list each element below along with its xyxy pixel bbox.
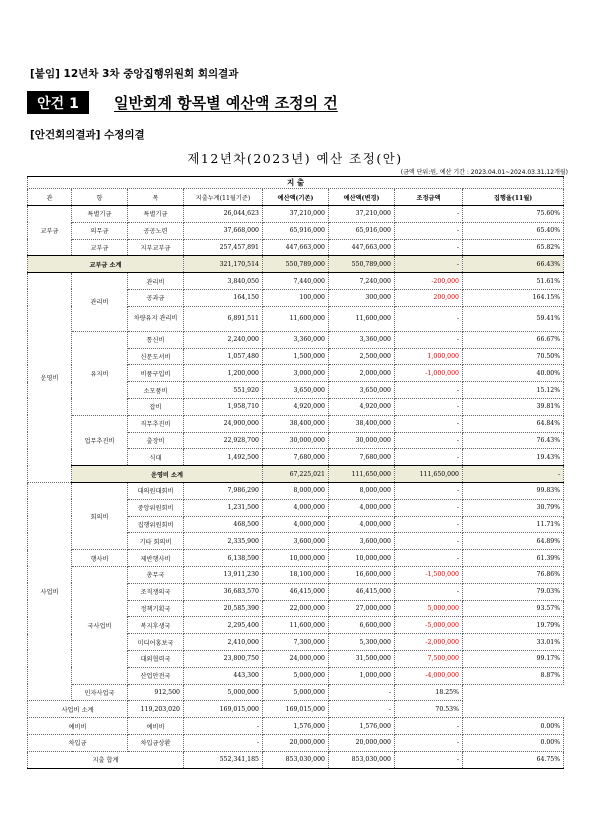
rate-cell: 30.79%	[463, 499, 564, 516]
rate-cell: 76.86%	[463, 566, 564, 583]
orig-cell: 3,000,000	[263, 365, 329, 382]
table-row	[28, 222, 564, 239]
orig-cell: 4,000,000	[263, 499, 329, 516]
adj-cell: -	[329, 684, 395, 701]
adj-cell: -	[395, 432, 463, 449]
rate-cell: 65.40%	[463, 222, 564, 239]
orig-cell: 46,415,000	[263, 583, 329, 600]
spent-cell: 67,225,021	[263, 466, 329, 483]
orig-cell: 447,663,000	[263, 239, 329, 256]
section-header-row	[28, 177, 564, 189]
spent-cell: 36,683,570	[184, 583, 263, 600]
rate-cell: 40.00%	[463, 365, 564, 382]
changed-cell: 4,920,000	[329, 398, 395, 415]
orig-cell: 10,000,000	[263, 550, 329, 567]
spent-cell: 1,958,710	[184, 398, 263, 415]
rate-cell: 64.84%	[463, 415, 564, 432]
spent-cell: 26,044,623	[184, 206, 263, 223]
changed-cell: 6,600,000	[329, 617, 395, 634]
mok-cell: 미디어홍보국	[128, 634, 184, 651]
group-label: 사업비	[28, 482, 72, 700]
orig-cell: 111,650,000	[329, 466, 395, 483]
changed-cell: 37,210,000	[329, 206, 395, 223]
spent-cell: 7,986,290	[184, 482, 263, 499]
subgroup-label: 회의비	[72, 482, 128, 549]
spent-cell: 1,492,500	[184, 449, 263, 466]
changed-cell: 5,300,000	[329, 634, 395, 651]
changed-cell: 2,000,000	[329, 365, 395, 382]
orig-cell: 8,000,000	[263, 482, 329, 499]
spent-cell: 24,900,000	[184, 415, 263, 432]
orig-cell: 5,000,000	[184, 684, 263, 701]
table-row	[28, 734, 564, 751]
subtotal-row	[28, 256, 564, 273]
mok-cell: 관리비	[128, 273, 184, 290]
mok-cell: 산업안전국	[128, 667, 184, 684]
mok-cell: 복지후생국	[128, 617, 184, 634]
adj-cell: -	[395, 206, 463, 223]
orig-cell: 11,600,000	[263, 306, 329, 331]
mok-cell: 공공노련	[128, 222, 184, 239]
changed-cell: 31,500,000	[329, 650, 395, 667]
orig-cell: 4,920,000	[263, 398, 329, 415]
rate-cell: 99.83%	[463, 482, 564, 499]
hang-cell: 특별기금	[72, 206, 128, 223]
group-label: 예비비	[28, 718, 128, 735]
mok-cell: 총무국	[128, 566, 184, 583]
table-row	[28, 684, 564, 701]
rate-cell: 66.43%	[463, 256, 564, 273]
budget-table	[27, 176, 564, 769]
adj-cell: -	[395, 239, 463, 256]
subgroup-label: 행사비	[72, 550, 128, 567]
orig-cell: 38,400,000	[263, 415, 329, 432]
changed-cell: 65,916,000	[329, 222, 395, 239]
changed-cell: 447,663,000	[329, 239, 395, 256]
changed-cell: 3,650,000	[329, 382, 395, 399]
changed-cell: 1,576,000	[329, 718, 395, 735]
unit-note: (금액 단위:원, 예산 기간 : 2023.04.01~2024.03.31,12개월)	[400, 169, 568, 176]
spent-cell: 2,335,900	[184, 533, 263, 550]
adj-cell: -	[395, 256, 463, 273]
spent-cell: 1,200,000	[184, 365, 263, 382]
orig-cell: 100,000	[263, 289, 329, 306]
mok-cell: 중앙위원회비	[128, 499, 184, 516]
spent-cell: 552,341,185	[184, 751, 263, 768]
mok-cell: 차량유지 관리비	[128, 306, 184, 331]
spent-cell: 119,203,020	[128, 701, 184, 718]
rate-cell: 164.15%	[463, 289, 564, 306]
orig-cell: 18,100,000	[263, 566, 329, 583]
rate-cell: 64.75%	[463, 751, 564, 768]
spent-cell: 37,668,000	[184, 222, 263, 239]
mok-cell: 지부교부금	[128, 239, 184, 256]
mok-cell: 잡비	[128, 398, 184, 415]
mok-cell: 비품구입비	[128, 365, 184, 382]
meeting-result: [안건회의결과] 수정의결	[30, 129, 145, 141]
adj-cell: -	[463, 466, 564, 483]
mok-cell: 제반행사비	[128, 550, 184, 567]
changed-cell: 38,400,000	[329, 415, 395, 432]
orig-cell: 24,000,000	[263, 650, 329, 667]
spent-cell: 551,920	[184, 382, 263, 399]
adj-cell: -1,000,000	[395, 365, 463, 382]
subtotal-label: 교부금 소계	[28, 256, 184, 273]
section-title: 지 출	[28, 177, 564, 189]
orig-cell: 169,015,000	[184, 701, 263, 718]
changed-cell: 7,680,000	[329, 449, 395, 466]
group-label: 차입금	[28, 734, 128, 751]
adj-cell: -	[395, 331, 463, 348]
changed-cell: 853,030,000	[329, 751, 395, 768]
rate-cell: 76.43%	[463, 432, 564, 449]
adj-cell: -	[395, 550, 463, 567]
column-header-row	[28, 189, 564, 206]
rate-cell: 59.41%	[463, 306, 564, 331]
spent-cell: 6,138,590	[184, 550, 263, 567]
adj-cell: -	[329, 701, 395, 718]
orig-cell: 5,000,000	[263, 667, 329, 684]
table-row	[28, 718, 564, 735]
spent-cell: 257,457,891	[184, 239, 263, 256]
group-label: 운영비	[28, 273, 72, 483]
mok-cell: 예비비	[128, 718, 184, 735]
changed-cell: 1,000,000	[329, 667, 395, 684]
adj-cell: -	[395, 482, 463, 499]
rate-cell: 93.57%	[463, 600, 564, 617]
changed-cell: 46,415,000	[329, 583, 395, 600]
rate-cell: 39.81%	[463, 398, 564, 415]
spent-cell: 164,150	[184, 289, 263, 306]
orig-cell: 30,000,000	[263, 432, 329, 449]
subtotal-row	[28, 701, 564, 718]
group-label: 교부금	[28, 206, 72, 256]
total-label: 지출 합계	[28, 751, 184, 768]
adj-cell: -	[395, 533, 463, 550]
adj-cell: -	[395, 516, 463, 533]
spent-cell: 13,911,230	[184, 566, 263, 583]
changed-cell: 11,600,000	[329, 306, 395, 331]
changed-cell: 20,000,000	[329, 734, 395, 751]
mok-cell: 특별기금	[128, 206, 184, 223]
rate-cell: 51.61%	[463, 273, 564, 290]
table-row	[28, 415, 564, 432]
subgroup-label: 유지비	[72, 331, 128, 415]
mok-cell: 공과금	[128, 289, 184, 306]
adj-cell: -	[395, 398, 463, 415]
orig-cell: 550,789,000	[263, 256, 329, 273]
adj-cell: 1,000,000	[395, 348, 463, 365]
changed-cell: 30,000,000	[329, 432, 395, 449]
adj-cell: -	[395, 718, 463, 735]
adj-cell: -1,500,000	[395, 566, 463, 583]
orig-cell: 3,360,000	[263, 331, 329, 348]
spent-cell: 912,500	[128, 684, 184, 701]
subtotal-row	[28, 466, 564, 483]
col-rate: 집행율(11월)	[463, 189, 564, 206]
orig-cell: 853,030,000	[263, 751, 329, 768]
subgroup-label: 관리비	[72, 273, 128, 332]
orig-cell: 4,000,000	[263, 516, 329, 533]
orig-cell: 3,600,000	[263, 533, 329, 550]
col-changed: 예산액(변경)	[329, 189, 395, 206]
mok-cell: 정책기획국	[128, 600, 184, 617]
orig-cell: 1,576,000	[263, 718, 329, 735]
adj-cell: 200,000	[395, 289, 463, 306]
rate-cell: 15.12%	[463, 382, 564, 399]
adj-cell: -2,000,000	[395, 634, 463, 651]
rate-cell: 99.17%	[463, 650, 564, 667]
hang-cell: 교부금	[72, 239, 128, 256]
hang-cell: 의무금	[72, 222, 128, 239]
mok-cell: 출장비	[128, 432, 184, 449]
col-hang: 항	[72, 189, 128, 206]
orig-cell: 1,500,000	[263, 348, 329, 365]
table-row	[28, 482, 564, 499]
spent-cell: 468,500	[184, 516, 263, 533]
orig-cell: 65,916,000	[263, 222, 329, 239]
spent-cell: 2,295,400	[184, 617, 263, 634]
agenda-title: 일반회계 항목별 예산액 조정의 건	[114, 94, 338, 112]
rate-cell: 19.79%	[463, 617, 564, 634]
mok-cell: 신문도서비	[128, 348, 184, 365]
spent-cell: 443,300	[184, 667, 263, 684]
rate-cell: 66.67%	[463, 331, 564, 348]
rate-cell: 64.89%	[463, 533, 564, 550]
table-row	[28, 206, 564, 223]
adj-cell: -200,000	[395, 273, 463, 290]
adj-cell: -	[395, 415, 463, 432]
rate-cell: 0.00%	[463, 734, 564, 751]
changed-cell: 10,000,000	[329, 550, 395, 567]
mok-cell: 기타 회의비	[128, 533, 184, 550]
rate-cell: 61.39%	[463, 550, 564, 567]
changed-cell: 27,000,000	[329, 600, 395, 617]
spent-cell: 2,240,000	[184, 331, 263, 348]
budget-title: 제12년차(2023년) 예산 조정(안)	[187, 151, 403, 166]
spent-cell: 20,585,390	[184, 600, 263, 617]
changed-cell: 169,015,000	[263, 701, 329, 718]
mok-cell: 통신비	[128, 331, 184, 348]
changed-cell: 4,000,000	[329, 516, 395, 533]
adj-cell: -	[395, 751, 463, 768]
rate-cell: 33.01%	[463, 634, 564, 651]
orig-cell: 7,440,000	[263, 273, 329, 290]
mok-cell: 식대	[128, 449, 184, 466]
subtotal-label: 사업비 소계	[28, 701, 128, 718]
agenda-label: 안건 1	[27, 91, 89, 114]
mok-cell: 민자사업국	[72, 684, 128, 701]
changed-cell: 16,600,000	[329, 566, 395, 583]
adj-cell: -	[395, 499, 463, 516]
total-row	[28, 751, 564, 768]
changed-cell: 3,600,000	[329, 533, 395, 550]
subgroup-label: 국사업비	[72, 566, 128, 684]
rate-cell: 18.25%	[395, 684, 463, 701]
adj-cell: -	[395, 306, 463, 331]
col-mok: 목	[128, 189, 184, 206]
rate-cell: 70.50%	[463, 348, 564, 365]
changed-cell: 4,000,000	[329, 499, 395, 516]
changed-cell: 5,000,000	[263, 684, 329, 701]
changed-cell: 3,360,000	[329, 331, 395, 348]
orig-cell: 20,000,000	[263, 734, 329, 751]
rate-cell: 19.43%	[463, 449, 564, 466]
table-row	[28, 566, 564, 583]
col-gwan: 관	[28, 189, 72, 206]
mok-cell: 차입금상환	[128, 734, 184, 751]
col-adj: 조정금액	[395, 189, 463, 206]
spent-cell: 23,800,750	[184, 650, 263, 667]
mok-cell: 소모품비	[128, 382, 184, 399]
changed-cell: 2,500,000	[329, 348, 395, 365]
table-row	[28, 331, 564, 348]
mok-cell: 직무추진비	[128, 415, 184, 432]
spent-cell: -	[184, 734, 263, 751]
adj-cell: 5,000,000	[395, 600, 463, 617]
changed-cell: 300,000	[329, 289, 395, 306]
rate-cell: 0.00%	[463, 718, 564, 735]
adj-cell: -	[395, 734, 463, 751]
col-orig: 예산액(기존)	[263, 189, 329, 206]
adj-cell: -	[395, 222, 463, 239]
changed-cell: 7,240,000	[329, 273, 395, 290]
rate-cell: 79.03%	[463, 583, 564, 600]
subtotal-label: 운영비 소계	[72, 466, 263, 483]
spent-cell: -	[184, 718, 263, 735]
adj-cell: -	[395, 449, 463, 466]
orig-cell: 11,600,000	[263, 617, 329, 634]
attachment-line: [붙임] 12년차 3차 중앙집행위원회 회의결과	[30, 68, 239, 80]
mok-cell: 조직쟁의국	[128, 583, 184, 600]
orig-cell: 3,650,000	[263, 382, 329, 399]
table-row	[28, 239, 564, 256]
rate-cell: 11.71%	[463, 516, 564, 533]
rate-cell: 8.87%	[463, 667, 564, 684]
orig-cell: 22,000,000	[263, 600, 329, 617]
rate-cell: 75.60%	[463, 206, 564, 223]
spent-cell: 2,410,000	[184, 634, 263, 651]
orig-cell: 7,680,000	[263, 449, 329, 466]
mok-cell: 대의원대회비	[128, 482, 184, 499]
spent-cell: 1,057,480	[184, 348, 263, 365]
spent-cell: 1,231,500	[184, 499, 263, 516]
subgroup-label: 업무추진비	[72, 415, 128, 465]
col-spent: 지출누계(11월기준)	[184, 189, 263, 206]
adj-cell: -5,000,000	[395, 617, 463, 634]
changed-cell: 8,000,000	[329, 482, 395, 499]
mok-cell: 대외협력국	[128, 650, 184, 667]
adj-cell: 7,500,000	[395, 650, 463, 667]
adj-cell: -	[395, 583, 463, 600]
orig-cell: 37,210,000	[263, 206, 329, 223]
changed-cell: 111,650,000	[395, 466, 463, 483]
mok-cell: 집행위원회비	[128, 516, 184, 533]
spent-cell: 3,840,050	[184, 273, 263, 290]
adj-cell: -	[395, 382, 463, 399]
table-row	[28, 550, 564, 567]
table-row	[28, 273, 564, 290]
spent-cell: 6,891,511	[184, 306, 263, 331]
spent-cell: 321,170,514	[184, 256, 263, 273]
orig-cell: 7,300,000	[263, 634, 329, 651]
rate-cell: 70.53%	[395, 701, 463, 718]
adj-cell: -4,000,000	[395, 667, 463, 684]
rate-cell: 65.82%	[463, 239, 564, 256]
spent-cell: 22,928,700	[184, 432, 263, 449]
changed-cell: 550,789,000	[329, 256, 395, 273]
